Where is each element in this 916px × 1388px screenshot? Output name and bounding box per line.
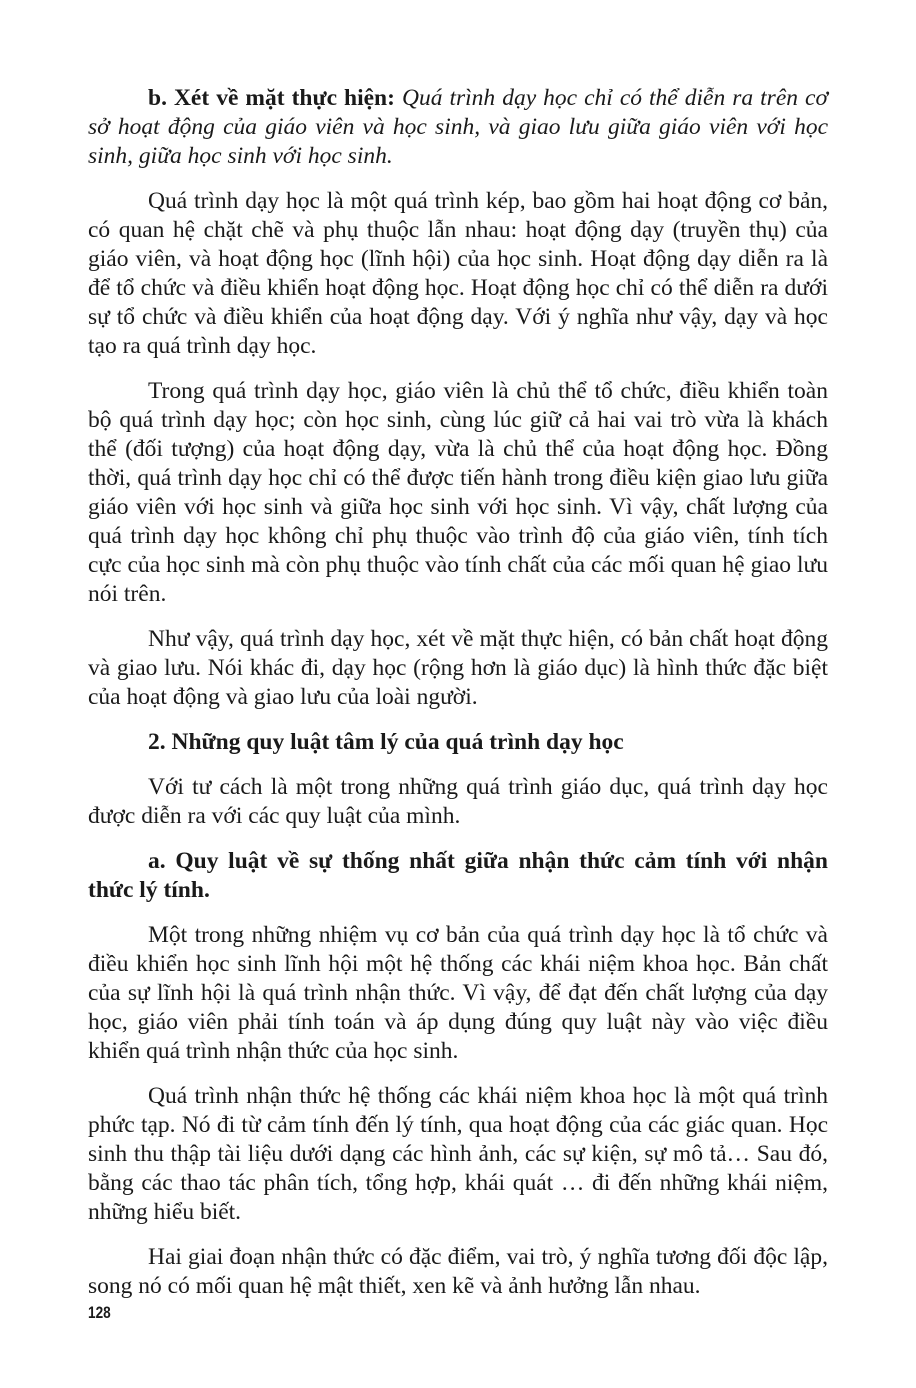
body-paragraph-2: Trong quá trình dạy học, giáo viên là chủ thể tổ chức, điều khiển toàn bộ quá trình dạy học; còn học sinh, cùng lúc giữ cả hai vai trò vừa là khách thể (đối tượng) của hoạt động dạy, vừa là chủ thể của hoạt động học. Đồng thời, quá trình dạy học chỉ có thể được tiến hành trong điều kiện giao lưu giữa giáo viên với học sinh và giữa học sinh với học sinh. Vì vậy, chất lượng của quá trình dạy học không chỉ phụ thuộc vào trình độ của giáo viên, tính tích cực của học sinh mà còn phụ thuộc vào tính chất của các mối quan hệ giao lưu nói trên. (88, 378, 828, 607)
document-page (88, 84, 828, 1317)
body-paragraph-1: Quá trình dạy học là một quá trình kép, bao gồm hai hoạt động cơ bản, có quan hệ chặt chẽ và phụ thuộc lẫn nhau: hoạt động dạy (truyền thụ) của giáo viên, và hoạt động học (lĩnh hội) của học sinh. Hoạt động dạy diễn ra là để tổ chức và điều khiển hoạt động học. Hoạt động học chỉ có thể diễn ra dưới sự tổ chức và điều khiển của hoạt động dạy. Với ý nghĩa như vậy, dạy và học tạo ra quá trình dạy học. (88, 188, 828, 359)
body-paragraph-3: Như vậy, quá trình dạy học, xét về mặt thực hiện, có bản chất hoạt động và giao lưu. Nói khác đi, dạy học (rộng hơn là giáo dục) là hình thức đặc biệt của hoạt động và giao lưu của loài người. (88, 626, 828, 710)
section-b-label: b. Xét về mặt thực hiện: (148, 85, 395, 111)
body-paragraph-6: Hai giai đoạn nhận thức có đặc điểm, vai trò, ý nghĩa tương đối độc lập, song nó có mối quan hệ mật thiết, xen kẽ và ảnh hưởng lẫn nhau. (88, 1244, 828, 1299)
section-a-heading: a. Quy luật về sự thống nhất giữa nhận thức cảm tính với nhận thức lý tính. (88, 848, 828, 903)
section-2-heading: 2. Những quy luật tâm lý của quá trình dạy học (148, 729, 624, 755)
body-paragraph-5: Quá trình nhận thức hệ thống các khái niệm khoa học là một quá trình phức tạp. Nó đi từ cảm tính đến lý tính, qua hoạt động của các giác quan. Học sinh thu thập tài liệu dưới dạng các hình ảnh, các sự kiện, sự mô tả… Sau đó, bằng các thao tác phân tích, tổng hợp, khái quát … đi đến những khái niệm, những hiểu biết. (88, 1083, 828, 1225)
section-b-italic-text: Quá trình dạy học chỉ có thể diễn ra trên cơ sở hoạt động của giáo viên và học sinh, và giao lưu giữa giáo viên với học sinh, giữa học sinh với học sinh. (88, 85, 828, 169)
section-2-intro: Với tư cách là một trong những quá trình giáo dục, quá trình dạy học được diễn ra với các quy luật của mình. (88, 774, 828, 829)
section-b-paragraph (88, 84, 828, 171)
page-number: 128 (88, 1303, 111, 1322)
body-paragraph-4: Một trong những nhiệm vụ cơ bản của quá trình dạy học là tổ chức và điều khiển học sinh lĩnh hội một hệ thống các khái niệm khoa học. Bản chất của sự lĩnh hội là quá trình nhận thức. Vì vậy, để đạt đến chất lượng của dạy học, giáo viên phải tính toán và áp dụng đúng quy luật này vào việc điều khiển quá trình nhận thức của học sinh. (88, 922, 828, 1064)
